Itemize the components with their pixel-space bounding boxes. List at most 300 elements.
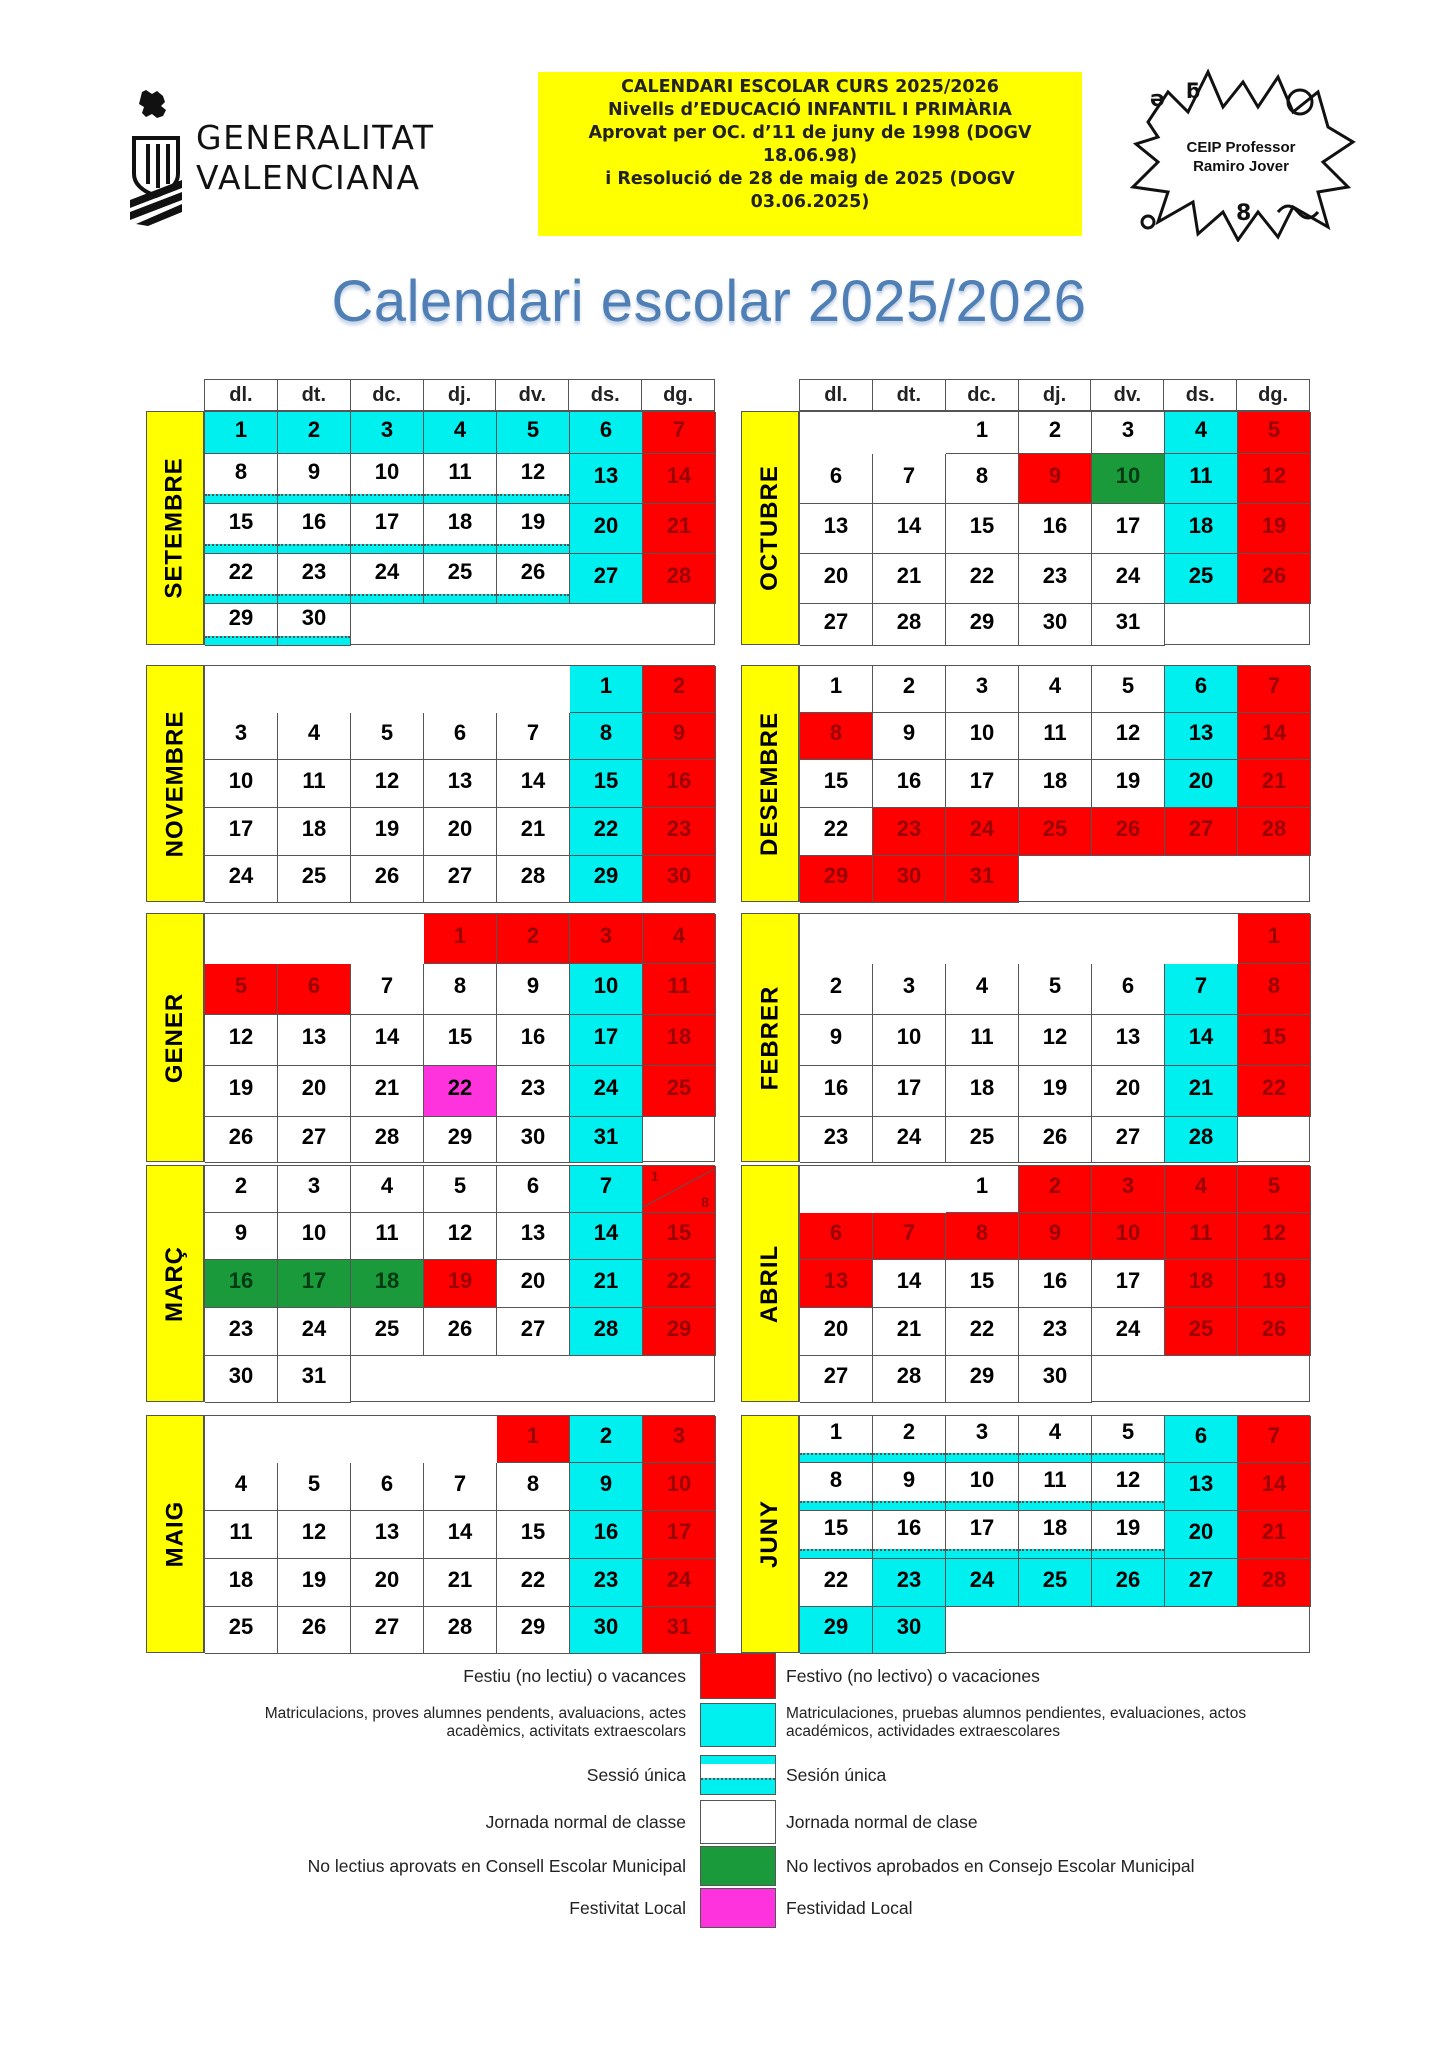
day-number: 14 [520,767,546,793]
empty-cell [351,914,424,964]
day-cell [1238,760,1311,808]
day-number: 2 [307,416,321,442]
day-number: 2 [672,673,686,698]
day-cell [1019,1356,1092,1403]
day-number: 30 [1042,608,1068,634]
day-number: 29 [228,604,254,630]
day-number: 23 [301,558,327,584]
empty-cell [946,914,1019,964]
day-number: 31 [593,1123,619,1149]
month-desembre [741,665,1310,902]
day-cell [800,808,873,856]
day-number: 17 [374,508,400,534]
day-cell [1238,666,1311,713]
day-cell [643,914,716,964]
day-number: 28 [666,562,692,588]
day-cell [497,554,570,604]
empty-cell [1238,1356,1311,1403]
day-number: 13 [1188,1470,1214,1496]
day-cell [1165,1166,1238,1213]
day-cell [570,1308,643,1356]
month-days [799,1165,1310,1402]
empty-cell [424,1356,497,1403]
day-number: 2 [526,922,540,948]
day-number: 1 [599,673,613,698]
day-number: 26 [301,1614,327,1639]
day-cell [1019,1308,1092,1356]
day-number: 22 [520,1566,546,1592]
day-cell [1019,1015,1092,1066]
day-cell [643,454,716,504]
day-cell [643,1416,716,1463]
day-number: 11 [970,1024,994,1049]
day-number: 6 [307,973,321,998]
day-cell [351,964,424,1015]
day-number: 29 [969,608,995,634]
day-cell [873,1559,946,1607]
day-cell [570,666,643,713]
single-session-bar [873,1549,945,1558]
weekday-header [204,379,715,411]
school-logo [1128,62,1358,242]
day-cell [1165,1117,1238,1163]
day-number: 23 [520,1075,546,1100]
day-cell [873,713,946,760]
legend-swatch [700,1888,776,1928]
day-number: 3 [975,1419,989,1444]
day-number: 21 [374,1075,400,1100]
day-number: 6 [380,1470,394,1496]
month-days [799,1415,1310,1653]
day-number: 12 [1115,1466,1141,1492]
single-session-bar [946,1501,1018,1510]
day-number: 19 [1115,1514,1141,1540]
day-number: 23 [896,815,922,841]
day-cell [570,412,643,454]
day-cell [205,1117,278,1163]
day-number: 6 [1121,973,1135,998]
day-cell [1238,1463,1311,1511]
day-cell [1165,760,1238,808]
day-cell [643,1463,716,1511]
day-cell [570,1117,643,1163]
day-cell [278,964,351,1015]
month-days [204,913,715,1162]
day-cell [946,1015,1019,1066]
day-number: 10 [228,767,254,793]
day-cell [570,1213,643,1260]
day-number: 6 [526,1173,540,1198]
day-number: 20 [374,1566,400,1592]
day-number: 30 [896,863,922,888]
day-number: 14 [374,1024,400,1049]
legend-swatch [700,1755,776,1795]
day-cell [205,1511,278,1559]
day-cell [497,964,570,1015]
day-cell [1165,504,1238,554]
day-cell [873,504,946,554]
day-cell [643,504,716,554]
empty-cell [205,1416,278,1463]
single-session-bar [946,1549,1018,1558]
weekday-label: dj. [423,380,496,410]
day-number: 14 [896,512,922,538]
month-març [146,1165,715,1402]
day-number: 8 [975,1220,989,1245]
day-cell [873,666,946,713]
month-label [146,1415,204,1653]
day-number: 22 [969,1315,995,1341]
day-number: 8 [829,720,843,745]
day-cell [1165,454,1238,504]
day-number: 4 [307,720,321,745]
day-number: 1 [829,673,843,698]
day-number: 16 [593,1518,619,1544]
single-session-bar [278,594,350,603]
day-number: 11 [1189,462,1213,488]
empty-cell [1165,914,1238,964]
day-number: 17 [896,1075,922,1100]
day-number: 3 [234,720,248,745]
day-cell [278,1308,351,1356]
day-cell [643,1308,716,1356]
day-cell [1092,713,1165,760]
day-cell [1019,604,1092,646]
day-cell [1019,1463,1092,1511]
day-number: 3 [975,673,989,698]
day-number: 11 [1043,1466,1067,1492]
day-number: 31 [1115,608,1141,634]
day-cell [351,760,424,808]
day-cell [800,1066,873,1117]
day-cell [800,1308,873,1356]
day-cell [1238,1260,1311,1308]
day-number: 20 [823,1315,849,1341]
month-name: JUNY [756,1499,783,1569]
month-label [741,1415,799,1653]
day-number: 28 [1188,1123,1214,1149]
day-number: 24 [374,558,400,584]
day-cell [424,1308,497,1356]
day-cell [497,713,570,760]
legend-item [0,1703,1448,1747]
day-cell [873,964,946,1015]
day-number: 31 [666,1614,692,1639]
day-cell [570,554,643,604]
info-line: 03.06.2025) [750,192,870,212]
day-number: 26 [1261,562,1287,588]
legend-label-spanish: Festivo (no lectivo) o vacaciones [786,1665,1040,1686]
day-number: 4 [975,973,989,998]
empty-cell [800,914,873,964]
day-cell [424,1511,497,1559]
day-number: 6 [599,416,613,442]
day-number: 27 [1188,815,1214,841]
day-number: 28 [593,1315,619,1341]
day-number: 25 [228,1614,254,1639]
day-cell [1165,1511,1238,1559]
day-number: 27 [447,863,473,888]
day-cell [351,856,424,903]
day-cell [1165,808,1238,856]
empty-cell [1092,856,1165,903]
month-label [146,665,204,902]
day-cell [800,604,873,646]
day-cell [497,504,570,554]
weekday-label: dg. [1236,380,1309,410]
day-cell [570,964,643,1015]
day-number: 10 [593,973,619,998]
day-cell [643,1015,716,1066]
legend-label-valencian: Matriculacions, proves alumnes pendents, avaluacions, actes acadèmics, activitats extraescolars [264,1705,686,1740]
day-cell [1238,964,1311,1015]
day-cell [1092,604,1165,646]
day-cell [497,808,570,856]
day-number: 4 [672,922,686,948]
single-session-bar [1092,1453,1164,1462]
empty-cell [570,604,643,646]
day-number: 3 [902,973,916,998]
day-number: 28 [896,608,922,634]
school-name-line-2: Ramiro Jover [1193,158,1289,175]
day-cell [205,1356,278,1403]
single-session-bar [205,494,277,503]
day-cell [1238,1308,1311,1356]
day-number: 8 [453,973,467,998]
day-cell [643,1607,716,1654]
day-cell [643,554,716,604]
day-cell [205,454,278,504]
single-session-bar [800,1549,872,1558]
day-cell [800,1416,873,1463]
single-session-bar [424,544,496,553]
day-number: 5 [234,973,248,998]
empty-cell [570,1356,643,1403]
day-cell [1092,1308,1165,1356]
day-cell [351,1066,424,1117]
single-session-bar [205,636,277,645]
day-cell [1165,1066,1238,1117]
day-number: 19 [1261,1267,1287,1293]
day-cell [643,1213,716,1260]
empty-cell [205,666,278,713]
day-number: 18 [1042,1514,1068,1540]
day-cell [278,1117,351,1163]
day-number: 14 [666,462,692,488]
day-cell [643,1260,716,1308]
day-cell [800,666,873,713]
day-number: 9 [234,1220,248,1245]
day-number: 7 [453,1470,467,1496]
split-day-first: 1 [651,1168,659,1184]
day-cell [800,1213,873,1260]
month-label [146,411,204,645]
day-cell [1019,1260,1092,1308]
day-number: 6 [1194,1423,1208,1448]
month-label [146,913,204,1162]
single-session-bar [1092,1549,1164,1558]
month-label [741,665,799,902]
month-novembre [146,665,715,902]
month-name: SETEMBRE [161,457,189,599]
day-number: 8 [975,462,989,488]
day-cell [800,1607,873,1654]
day-cell [570,1260,643,1308]
day-number: 10 [374,458,400,484]
day-cell [351,1463,424,1511]
day-cell [570,713,643,760]
day-number: 12 [520,458,546,484]
day-number: 1 [234,416,248,442]
day-number: 5 [1121,673,1135,698]
day-number: 3 [307,1173,321,1198]
day-number: 22 [593,815,619,841]
day-cell [351,1511,424,1559]
empty-cell [351,1416,424,1463]
weekday-label: dj. [1018,380,1091,410]
day-cell [205,964,278,1015]
day-cell [1165,1416,1238,1463]
single-session-bar [351,544,423,553]
day-number: 19 [520,508,546,534]
day-cell [570,914,643,964]
day-cell [570,808,643,856]
day-number: 27 [301,1123,327,1149]
day-cell [497,1463,570,1511]
day-number: 15 [1261,1024,1287,1049]
day-number: 1 [975,1173,989,1198]
day-number: 2 [1048,1173,1062,1198]
month-days [204,411,715,645]
day-cell [424,1213,497,1260]
day-cell [278,1066,351,1117]
legend-label-spanish: Matriculaciones, pruebas alumnos pendientes, evaluaciones, actos académicos, actividades extraescolares [786,1705,1247,1740]
month-name: GENER [161,992,189,1083]
day-cell [873,1260,946,1308]
day-cell [1238,914,1311,964]
single-session-bar [1019,1549,1091,1558]
day-cell [800,554,873,604]
day-cell [570,760,643,808]
day-number: 12 [301,1518,327,1544]
day-number: 8 [234,458,248,484]
empty-cell [278,1416,351,1463]
day-cell [1019,1213,1092,1260]
single-session-bar [800,1453,872,1462]
weekday-label: dl. [229,384,253,406]
day-number: 13 [823,512,849,538]
single-session-bar [205,544,277,553]
month-label [146,1165,204,1402]
single-session-bar [351,494,423,503]
day-cell [205,1260,278,1308]
day-number: 22 [823,815,849,841]
day-cell [205,856,278,903]
day-number: 1 [1267,922,1281,948]
empty-cell [1238,1117,1311,1163]
legend-label-spanish: No lectivos aprobados en Consejo Escolar Municipal [786,1855,1195,1876]
day-cell [946,1511,1019,1559]
empty-cell [1238,1607,1311,1654]
day-number: 8 [526,1470,540,1496]
day-number: 25 [447,558,473,584]
month-maig [146,1415,715,1653]
day-number: 16 [228,1267,254,1293]
day-cell [643,856,716,903]
day-cell [205,1607,278,1654]
day-number: 10 [896,1024,922,1049]
day-cell [946,1117,1019,1163]
day-cell [946,1559,1019,1607]
day-cell [205,1308,278,1356]
day-cell [1092,1511,1165,1559]
day-cell [643,964,716,1015]
day-cell [873,1308,946,1356]
month-days [204,1415,715,1653]
day-cell [1019,554,1092,604]
day-cell [278,412,351,454]
day-cell [800,760,873,808]
day-cell [1165,964,1238,1015]
day-number: 27 [374,1614,400,1639]
day-cell [1092,666,1165,713]
day-cell [1092,964,1165,1015]
day-cell [1165,554,1238,604]
legend-swatch [700,1800,776,1844]
day-number: 15 [969,1267,995,1293]
day-cell [1019,1559,1092,1607]
day-number: 14 [447,1518,473,1544]
day-cell [800,1260,873,1308]
day-cell [1165,1463,1238,1511]
day-number: 24 [969,1566,995,1592]
day-cell [946,1308,1019,1356]
day-cell [1092,504,1165,554]
legend-label-spanish: Festividad Local [786,1897,913,1918]
day-number: 20 [1188,767,1214,793]
day-number: 23 [896,1566,922,1592]
day-cell [643,760,716,808]
day-cell [946,1166,1019,1213]
empty-cell [946,1607,1019,1654]
day-cell [424,1117,497,1163]
day-cell [424,914,497,964]
day-cell [800,504,873,554]
day-number: 16 [1042,1267,1068,1293]
weekday-label: ds. [1163,380,1236,410]
day-cell [946,760,1019,808]
day-number: 5 [380,720,394,745]
calendar-info-box [538,72,1082,236]
day-cell [1238,454,1311,504]
day-number: 24 [896,1123,922,1149]
day-number: 12 [1115,720,1141,745]
day-number: 9 [902,720,916,745]
day-number: 15 [520,1518,546,1544]
day-number: 21 [1261,767,1287,793]
day-cell [205,554,278,604]
day-number: 28 [520,863,546,888]
day-number: 24 [1115,562,1141,588]
day-cell [1165,1559,1238,1607]
day-number: 11 [375,1220,399,1245]
day-cell [1238,1213,1311,1260]
day-number: 12 [1261,1220,1287,1245]
day-cell [946,1260,1019,1308]
day-number: 16 [823,1075,849,1100]
legend-item [0,1846,1448,1886]
info-line: Nivells d’EDUCACIÓ INFANTIL I PRIMÀRIA [608,100,1012,120]
